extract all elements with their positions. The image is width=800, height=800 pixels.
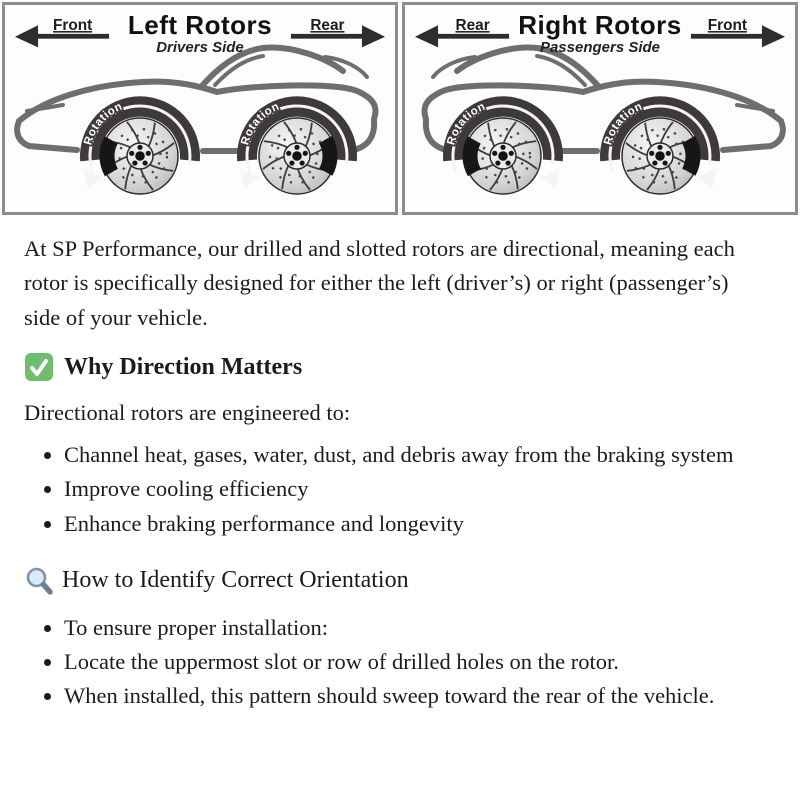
- list-item: • Improve cooling efficiency: [64, 472, 744, 506]
- orientation-steps-list: [24, 611, 754, 714]
- rear-label: Rear: [455, 17, 490, 35]
- list-item: • Locate the uppermost slot or row of drilled holes on the rotor.: [64, 645, 744, 679]
- front-wheel-rotor: [80, 96, 200, 201]
- left-rotors-panel: [2, 2, 398, 215]
- check-mark-icon: [24, 352, 54, 382]
- heading-text: How to Identify Correct Orientation: [62, 567, 409, 594]
- identify-orientation-heading: [24, 566, 770, 596]
- rotation-label: Rotation: [239, 100, 282, 147]
- front-left-arrow-icon: [15, 14, 111, 48]
- rear-wheel-rotor: [443, 96, 563, 201]
- left-panel-title: Left Rotors: [127, 10, 273, 40]
- magnifying-glass-icon: [24, 566, 54, 596]
- front-wheel-rotor: [600, 96, 720, 201]
- rear-label: Rear: [310, 17, 345, 35]
- right-panel-subtitle: Passengers Side: [539, 39, 661, 56]
- list-item: • When installed, this pattern should sweep toward the rear of the vehicle.: [64, 679, 744, 713]
- rotor-direction-diagram: [0, 0, 800, 217]
- list-item: • Channel heat, gases, water, dust, and debris away from the braking system: [64, 438, 744, 472]
- right-panel-header: [405, 10, 795, 56]
- rotation-label: Rotation: [82, 100, 125, 147]
- left-panel-subtitle: Drivers Side: [156, 39, 244, 56]
- rotation-label: Rotation: [602, 100, 645, 147]
- front-right-arrow-icon: [689, 14, 785, 48]
- benefits-list: [24, 438, 754, 541]
- front-label: Front: [707, 17, 748, 35]
- rear-wheel-rotor: [237, 96, 357, 201]
- rear-right-arrow-icon: [289, 14, 385, 48]
- rear-left-arrow-icon: [415, 14, 511, 48]
- rotor-direction-article: [0, 232, 800, 713]
- right-panel-title: Right Rotors: [518, 10, 682, 40]
- left-panel-header: [5, 10, 395, 56]
- intro-paragraph: At SP Performance, our drilled and slotted rotors are directional, meaning each rotor is specifically designed for either the left (driver’s) or right (passenger’s) side of your vehicle.: [24, 236, 735, 330]
- rotation-label: Rotation: [445, 100, 488, 147]
- why-direction-matters-heading: [24, 352, 770, 382]
- list-item: • Enhance braking performance and longevity: [64, 507, 744, 541]
- heading-text: Why Direction Matters: [64, 353, 303, 380]
- right-rotors-panel: [402, 2, 798, 215]
- lead-paragraph: Directional rotors are engineered to:: [24, 400, 351, 426]
- list-item: • To ensure proper installation:: [64, 611, 744, 645]
- front-label: Front: [52, 17, 93, 35]
